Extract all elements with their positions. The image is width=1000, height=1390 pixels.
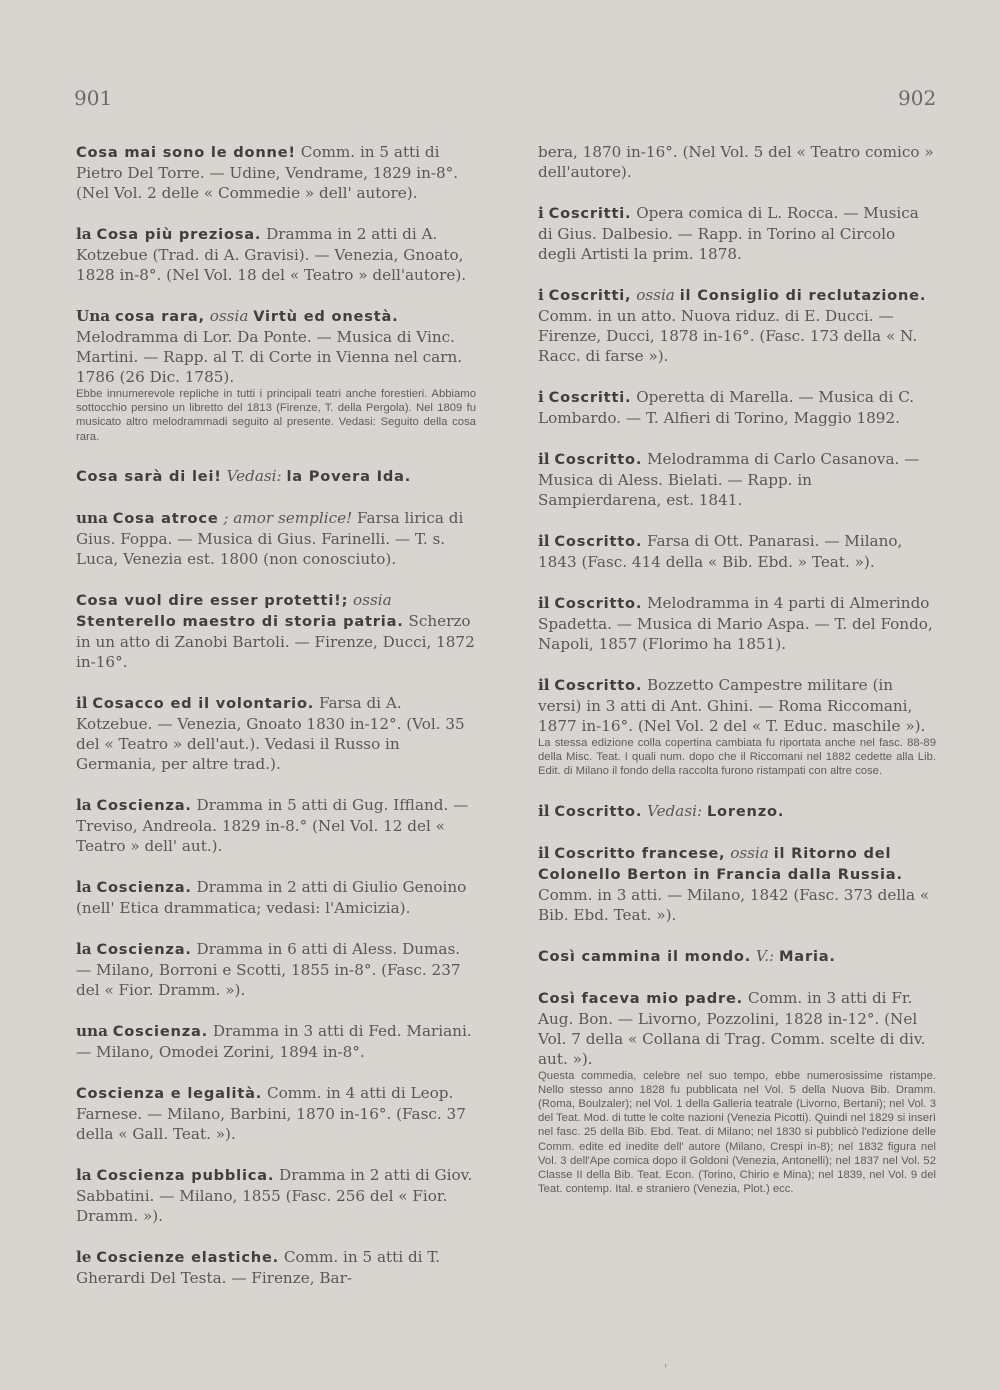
entry-title: Cosa vuol dire esser protetti!; (76, 591, 349, 609)
entry-article: la (76, 795, 92, 814)
entry-title: Così cammina il mondo. (538, 947, 752, 965)
entry-connector: V.: (751, 946, 779, 965)
entry-title: Coscritti. (548, 389, 632, 406)
catalog-entry (538, 449, 936, 510)
entry-connector: Vedasi: (642, 801, 707, 820)
entry-text: Comm. in 5 atti di T. Gherardi Del Testa. — Firenze, Bar- (76, 1247, 441, 1287)
left-column (76, 142, 476, 1309)
entry-title: Coscritto francese, (554, 844, 726, 862)
entry-title: Coscritto. (554, 802, 643, 820)
entry-title: Coscritto. (554, 677, 643, 694)
entry-connector: ; amor semplice! (218, 508, 358, 527)
entry-article: la (76, 225, 92, 243)
entry-title: Coscienza e legalità. (76, 1084, 263, 1102)
entry-article: Una (76, 307, 111, 325)
entry-title: Così faceva mio padre. (538, 989, 743, 1007)
entry-title: cosa rara, (114, 308, 205, 325)
entry-article: i (538, 286, 544, 304)
entry-article: il (538, 843, 550, 862)
entry-title: Coscritti, (548, 287, 632, 304)
catalog-entry (76, 1165, 476, 1226)
entry-article: la (76, 939, 92, 958)
entry-note: Ebbe innumerevole repliche in tutti i principali teatri anche forestieri. Abbiamo sottocchio persino un libretto del 1813 (Firenze, T. della Pergola). Nel 1809 fu musicato altro melodrammadi seguito al presente. Vedasi: Seguito della cosa rara. (76, 388, 476, 443)
entry-text: Dramma in 3 atti di Fed. Mariani. — Milano, Omodei Zorini, 1894 in-8°. (76, 1021, 472, 1061)
entry-title: Cosacco ed il volontario. (92, 694, 315, 712)
catalog-entry (76, 508, 476, 569)
entry-text: Comm. in 5 atti di Pietro Del Torre. — Udine, Vendrame, 1829 in-8°. (Nel Vol. 2 delle « Commedie » dell' autore). (76, 143, 459, 202)
entry-title: Cosa atroce (112, 509, 219, 527)
page-number-left: 901 (74, 86, 113, 110)
catalog-entry (538, 843, 936, 925)
entry-article: una (76, 1021, 108, 1040)
catalog-entry (538, 801, 936, 822)
entry-note: Questa commedia, celebre nel suo tempo, ebbe numerosissime ristampe. Nello stesso anno 1828 fu pubblicata nel Vol. 5 della Nuova Bib. Dramm. (Roma, Boulzaler); nel Vol. 1 della Galleria teatrale (Livorno, Bertani); nel Vol. 3 del Teat. Mod. di tutte le colte nazioni (Venezia Picotti). Quindi nel 1829 si inserì nel fasc. 25 della Bib. Ebd. Teat. di Milano; nel 1830 si pubblicò l'edizione delle Comm. edite ed inedite dell' autore (Milano, Crespi in-8); nel 1832 figura nel Vol. 3 dell'Ape comica dopo il Goldoni (Venezia, Antonelli); nel 1837 nel Vol. 52 Classe II della Bib. Teat. Econ. (Torino, Chirio e Mina); nel 1839, nel Vol. 9 del Teat. contemp. Ital. e straniero (Venezia, Plot.) ecc. (538, 1069, 936, 1196)
entry-text: Melodramma in 4 parti di Almerindo Spadetta. — Musica di Mario Aspa. — T. del Fondo, Napoli, 1857 (Florimo ha 1851). (538, 594, 933, 653)
catalog-entry (538, 675, 936, 736)
footer-mark: ' (664, 1362, 668, 1376)
entry-alt-title: il Consiglio di reclutazione. (679, 287, 927, 304)
entry-title: Coscritti. (548, 205, 632, 222)
entry-connector: ossia (631, 286, 680, 304)
entry-title: Coscienza. (96, 940, 192, 958)
catalog-entry (538, 285, 936, 366)
entry-title: Coscienze elastiche. (96, 1248, 279, 1266)
catalog-entry (538, 593, 936, 654)
entry-alt-title: il Ritorno del Colonello Berton in Francia dalla Russia. (538, 844, 903, 883)
catalog-entry (76, 939, 476, 1000)
entry-alt-title: Stenterello maestro di storia patria. (76, 612, 404, 630)
entry-text: Dramma in 2 atti di Giov. Sabbatini. — Milano, 1855 (Fasc. 256 del « Fior. Dramm. »). (76, 1165, 473, 1225)
entry-text: Farsa di A. Kotzebue. — Venezia, Gnoato 1830 in-12°. (Vol. 35 del « Teatro » dell'aut.). Vedasi il Russo in Germania, per altre trad.). (76, 693, 465, 773)
entry-text: Dramma in 6 atti di Aless. Dumas. — Milano, Borroni e Scotti, 1855 in-8°. (Fasc. 237 del « Fior. Dramm. »). (76, 939, 461, 999)
entry-title: Coscritto. (554, 533, 643, 550)
entry-text: Dramma in 5 atti di Gug. Iffland. — Treviso, Andreola. 1829 in-8.° (Nel Vol. 12 del « Teatro » dell' aut.). (76, 795, 469, 855)
catalog-entry (538, 387, 936, 428)
entry-title: Cosa più preziosa. (96, 226, 262, 243)
right-column (538, 142, 936, 1218)
entry-connector: ossia (725, 843, 774, 862)
entry-title: Coscienza pubblica. (96, 1166, 275, 1184)
catalog-entry (538, 946, 936, 967)
catalog-entry (76, 466, 476, 487)
catalog-entry (76, 693, 476, 774)
catalog-entry (76, 1247, 476, 1288)
entry-title: Coscienza. (96, 878, 192, 896)
catalog-entry (76, 590, 476, 672)
entry-text: Comm. in un atto. Nuova riduz. di E. Ducci. — Firenze, Ducci, 1878 in-16°. (Fasc. 173 della « N. Racc. di farse »). (538, 307, 918, 365)
entry-article: i (538, 388, 544, 406)
entry-alt-title: Maria. (778, 947, 836, 965)
page-number-right: 902 (898, 86, 937, 110)
entry-text: Dramma in 2 atti di Giulio Genoino (nell' Etica drammatica; vedasi: l'Amicizia). (76, 877, 467, 917)
entry-connector: ossia (204, 307, 254, 325)
entry-article: il (538, 801, 550, 820)
entry-article: il (538, 594, 550, 612)
catalog-entry (538, 203, 936, 264)
entry-text: Comm. in 3 atti di Fr. Aug. Bon. — Livorno, Pozzolini, 1828 in-12°. (Nel Vol. 7 della « Collana di Trag. Comm. scelte di div. aut. »). (538, 988, 926, 1068)
catalog-entry (76, 795, 476, 856)
entry-title: Coscritto. (554, 595, 643, 612)
entry-title: Cosa sarà di lei! (76, 467, 222, 485)
entry-article: il (76, 693, 88, 712)
entry-article: la (76, 1165, 92, 1184)
entry-text: Bozzetto Campestre militare (in versi) in 3 atti di Ant. Ghini. — Roma Riccomani, 1877 in-16°. (Nel Vol. 2 del « T. Educ. maschile »). (538, 676, 926, 735)
entry-text: Farsa lirica di Gius. Foppa. — Musica di Gius. Farinelli. — T. s. Luca, Venezia est. 1800 (non conosciuto). (76, 508, 464, 568)
entry-text: Farsa di Ott. Panarasi. — Milano, 1843 (Fasc. 414 della « Bib. Ebd. » Teat. »). (538, 532, 903, 571)
entry-text: Operetta di Marella. — Musica di C. Lombardo. — T. Alfieri di Torino, Maggio 1892. (538, 388, 915, 427)
catalog-entry (76, 877, 476, 918)
entry-text: Opera comica di L. Rocca. — Musica di Gius. Dalbesio. — Rapp. in Torino al Circolo degli Artisti la prim. 1878. (538, 204, 919, 263)
catalog-entry (76, 224, 476, 285)
entry-text: Melodramma di Lor. Da Ponte. — Musica di Vinc. Martini. — Rapp. al T. di Corte in Vienna nel carn. 1786 (26 Dic. 1785). (76, 328, 463, 386)
catalog-entry (76, 1021, 476, 1062)
entry-text: Comm. in 4 atti di Leop. Farnese. — Milano, Barbini, 1870 in-16°. (Fasc. 37 della « Gall. Teat. »). (76, 1083, 466, 1143)
catalog-entry (538, 142, 936, 182)
entry-alt-title: Virtù ed onestà. (253, 308, 399, 325)
entry-text: Melodramma di Carlo Casanova. — Musica di Aless. Bielati. — Rapp. in Sampierdarena, est. 1841. (538, 450, 920, 509)
entry-text: Scherzo in un atto di Zanobi Bartoli. — Firenze, Ducci, 1872 in-16°. (76, 611, 475, 671)
catalog-entry (76, 306, 476, 387)
entry-text: Comm. in 3 atti. — Milano, 1842 (Fasc. 373 della « Bib. Ebd. Teat. »). (538, 885, 930, 924)
entry-article: il (538, 676, 550, 694)
entry-title: Cosa mai sono le donne! (76, 144, 296, 161)
entry-article: il (538, 450, 550, 468)
entry-article: una (76, 508, 108, 527)
entry-connector: Vedasi: (221, 466, 287, 485)
entry-note: La stessa edizione colla copertina cambiata fu riportata anche nel fasc. 88-89 della Misc. Teat. I quali num. dopo che il Riccomani nel 1882 cedette alla Lib. Edit. di Milano il fondo della raccolta furono ristampati con altre cose. (538, 737, 936, 778)
entry-title: Coscritto. (554, 451, 643, 468)
catalog-entry (76, 1083, 476, 1144)
entry-article: il (538, 532, 550, 550)
entry-alt-title: Lorenzo. (706, 802, 785, 820)
entry-article: i (538, 204, 544, 222)
entry-text: Dramma in 2 atti di A. Kotzebue (Trad. di A. Gravisi). — Venezia, Gnoato, 1828 in-8°. (Nel Vol. 18 del « Teatro » dell'autore). (76, 225, 467, 284)
entry-connector: ossia (348, 590, 392, 609)
entry-title: Coscienza. (96, 796, 192, 814)
entry-article: la (76, 877, 92, 896)
catalog-entry (538, 988, 936, 1069)
entry-title: Coscienza. (112, 1022, 209, 1040)
entry-article: le (76, 1247, 92, 1266)
catalog-entry (538, 531, 936, 572)
entry-alt-title: la Povera Ida. (286, 467, 412, 485)
entry-text: bera, 1870 in-16°. (Nel Vol. 5 del « Teatro comico » dell'autore). (538, 143, 934, 181)
catalog-entry (76, 142, 476, 203)
